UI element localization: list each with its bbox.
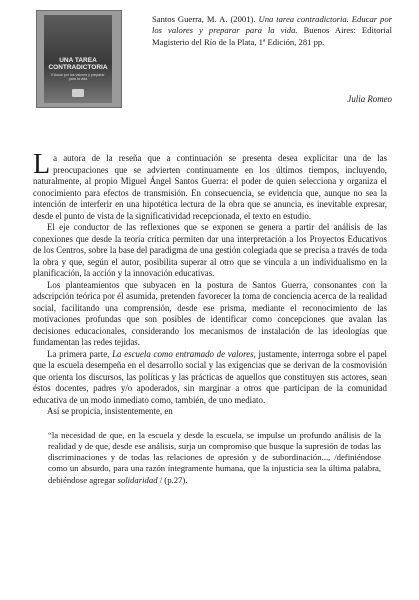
reference-publisher: Buenos Aires: Editorial Magisterio del Río de la Plata, 1ª Edición, 281 pp. — [152, 25, 392, 47]
book-cover-art — [44, 15, 112, 103]
quote-text: “la necesidad de que, en la escuela y desde la escuela, se impulse un profundo análisis de la realidad y de que, desde ese análisis, surja un compromiso que busque la supresión de todas las discriminaciones y de todas las relaciones de opresión y de subordinación..., /definiéndose como un absurdo, para una razón íntegramente humana, que la injusticia sea la última palabra, debiéndose agregar — [48, 429, 381, 485]
book-cover-title: UNA TAREA CONTRADICTORIA — [48, 57, 108, 71]
paragraph-3: Los planteamientos que subyacen en la postura de Santos Guerra, consonantes con la adscripción teórica por él asumida, pretenden favorecer la toma de conciencia acerca de la realidad social, facilitando una comprensión, desde ese prisma, mediante el reconocimiento de las motivaciones profundas que son posibles de identificar como concepciones que avalan las decisiones educacionales, considerando los mecanismos de instalación de las ideologías que fundamentan las redes tejidas. — [33, 279, 387, 347]
drop-cap: L — [33, 149, 51, 180]
book-cover-subtitle: Educar por los valores y preparar para la vida — [51, 73, 105, 82]
bibliographic-reference — [152, 14, 392, 48]
reference-author: Santos Guerra, M. A. (2001). — [152, 14, 259, 24]
quote-italic-word: solidaridad — [117, 474, 158, 485]
paragraph-1 — [33, 149, 387, 222]
publisher-logo-icon — [72, 89, 84, 97]
paragraph-2: El eje conductor de las reflexiones que se exponen se genera a partir del análisis de las conexiones que desde la teoría crítica permiten dar una interpretación a los Proyectos Educativos de los Centros, sobre la base del paradigma de una gestión colegiada que se precisa a través de toda la obra y que, según el autor, posibilita superar al otro que se vincula a un individualismo en la planificación, la acción y la innovación educativas. — [33, 222, 387, 278]
reviewer-name: Julia Romeo — [347, 94, 392, 104]
paragraph-4 — [33, 349, 387, 407]
paragraph-1-text: a autora de la reseña que a continuación se presenta desea explicitar una de las preocupaciones que se advierten continuamente en los últimos tiempos, incluyendo, naturalmente, al propio Miguel Ángel Santos Guerra: el poder de quien selecciona y organiza el conocimiento para efectos de transmisión. En consecuencia, se evidencia que, aunque no sea la intención de interferir en una hipotética lectura de la obra que se anuncia, es inevitable expresar, desde el punto de vista de la significatividad recepcionada, el texto en estudio. — [33, 153, 387, 221]
book-cover-image — [36, 10, 122, 108]
reference-title: Una tarea contradictoria. Educar por los valores y preparar para la vida. — [152, 14, 392, 36]
section-title-italic: La escuela como entramado de valores, — [112, 348, 256, 359]
paragraph-5: Así se propicia, insistentemente, en — [47, 406, 173, 416]
quote-citation: / (p.27). — [157, 474, 188, 485]
block-quote — [33, 430, 387, 486]
review-body — [33, 149, 388, 486]
paragraph-4-lead: La primera parte, — [47, 348, 113, 359]
paragraph-4-rest: justamente, interroga sobre el papel que la escuela desempeña en el desarrollo social y las exigencias que se derivan de la cosmovisión que orienta los discursos, las políticas y las prácticas de aquellos que constituyen sus actores, sean éstos docentes, padres y/o apoderados, sin marginar a otros que participan de la comunidad educativa de un modo inmediato como, también, de uno mediato. — [33, 348, 388, 405]
